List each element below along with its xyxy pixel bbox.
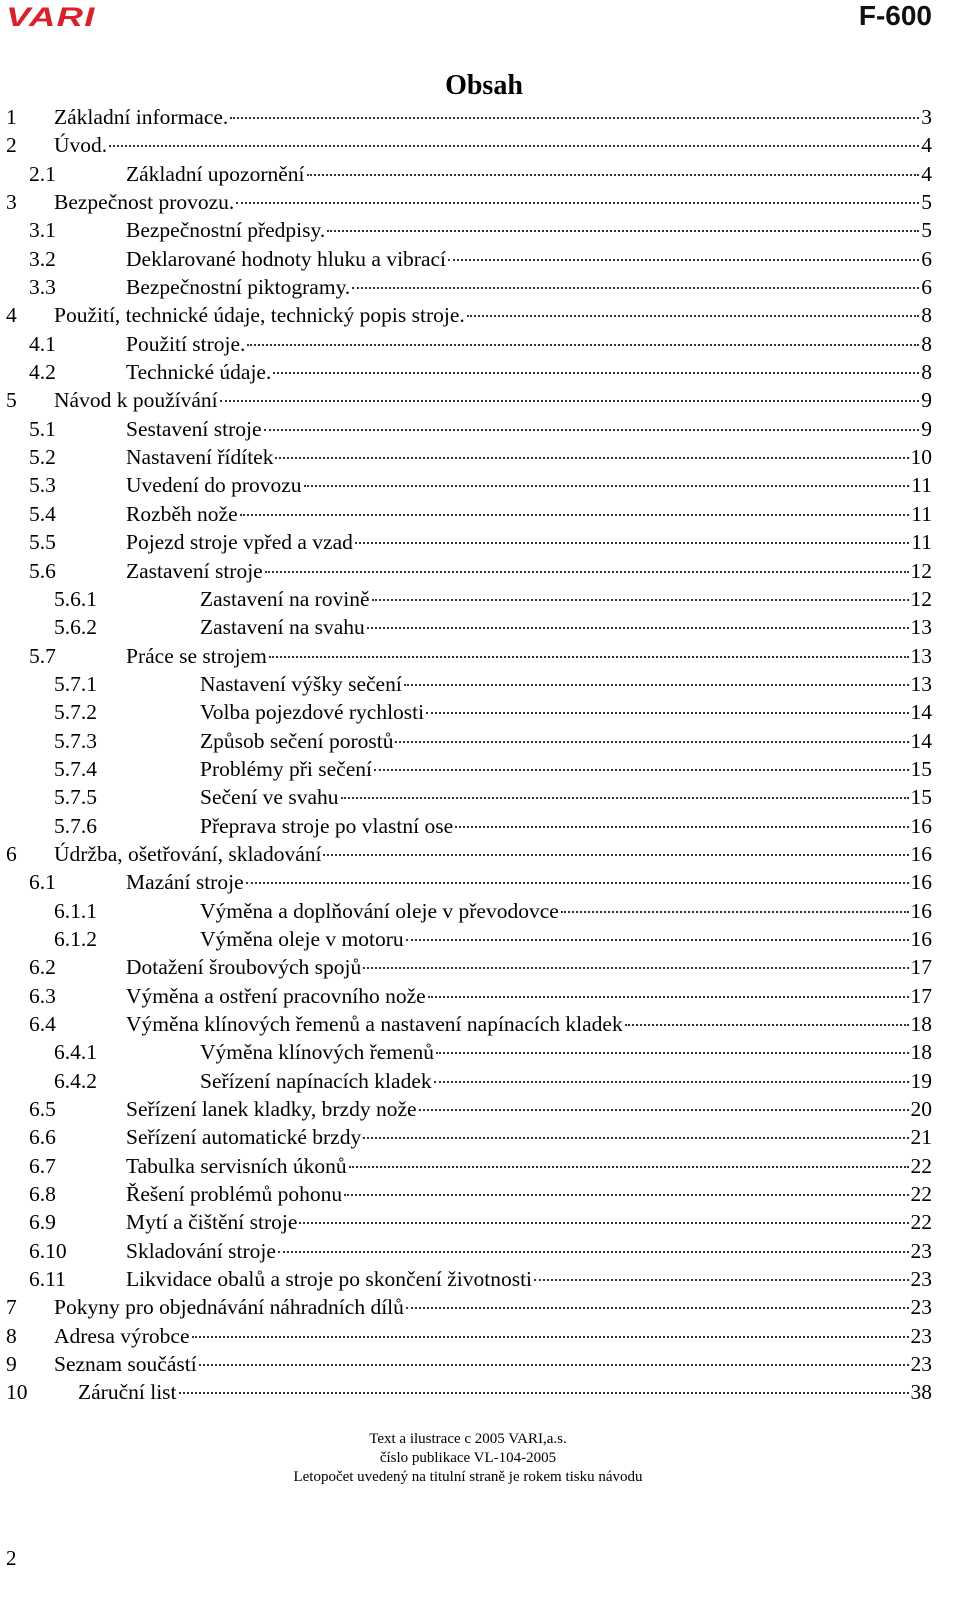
toc-entry-title: Rozběh nože	[126, 501, 238, 526]
toc-dot-leader	[404, 684, 909, 686]
toc-entry-title: Použití, technické údaje, technický popis stroje.	[54, 303, 465, 328]
toc-entry-title: Výměna klínových řemenů a nastavení napínacích kladek	[126, 1012, 623, 1036]
toc-entry-title: Deklarované hodnoty hluku a vibrací	[126, 246, 447, 271]
toc-entry[interactable]	[6, 358, 932, 386]
toc-title: Obsah	[445, 70, 523, 101]
toc-entry[interactable]	[6, 727, 932, 755]
toc-entry-page: 9	[921, 416, 932, 441]
toc-entry-title: Nastavení řídítek	[126, 445, 274, 470]
toc-entry-title: Záruční list	[78, 1380, 177, 1405]
toc-entry[interactable]	[6, 953, 932, 981]
toc-dot-leader	[179, 1392, 909, 1394]
toc-entry-page: 15	[910, 785, 932, 810]
toc-entry[interactable]	[6, 1123, 932, 1151]
toc-entry-title: Bezpečnost provozu.	[54, 190, 235, 215]
toc-entry[interactable]	[6, 1067, 932, 1095]
toc-entry-page: 20	[910, 1097, 932, 1122]
page-number: 2	[6, 1546, 17, 1570]
toc-entry-number: 9	[6, 1352, 17, 1377]
toc-entry-page: 13	[910, 671, 932, 696]
toc-dot-leader	[220, 400, 920, 402]
toc-entry-page: 18	[910, 1040, 932, 1065]
toc-entry-title: Mytí a čištění stroje	[126, 1210, 298, 1235]
toc-entry-number: 5.2	[29, 445, 56, 470]
toc-entry-title: Sestavení stroje	[126, 416, 262, 441]
toc-entry-number: 5.5	[29, 530, 56, 555]
toc-entry-title: Návod k používání	[54, 388, 218, 413]
toc-entry-title: Základní upozornění	[126, 161, 305, 186]
toc-entry-number: 5.7.4	[54, 756, 97, 781]
toc-entry-page: 23	[910, 1352, 932, 1377]
toc-entry-page: 12	[910, 586, 932, 611]
toc-dot-leader	[299, 1222, 908, 1224]
toc-entry-title: Mazání stroje	[126, 870, 244, 895]
toc-entry-number: 5.7.1	[54, 671, 97, 696]
toc-entry[interactable]	[6, 273, 932, 301]
toc-dot-leader	[363, 1137, 908, 1139]
toc-entry-page: 23	[910, 1267, 932, 1292]
toc-entry-title: Likvidace obalů a stroje po skončení životnosti	[126, 1267, 533, 1292]
toc-dot-leader	[246, 882, 909, 884]
toc-entry-page: 19	[910, 1068, 932, 1093]
footer-publication-number: číslo publikace VL-104-2005	[379, 1450, 557, 1466]
toc-entry-title: Výměna a doplňování oleje v převodovce	[200, 898, 559, 923]
toc-dot-leader	[344, 1194, 908, 1196]
toc-dot-leader	[273, 372, 919, 374]
toc-entry-title: Pojezd stroje vpřed a vzad	[126, 530, 353, 555]
toc-entry[interactable]	[6, 188, 932, 216]
toc-entry-title: Adresa výrobce	[54, 1323, 190, 1348]
toc-entry-number: 5.7.3	[54, 728, 97, 753]
toc-entry-page: 5	[921, 190, 932, 215]
toc-dot-leader	[304, 485, 910, 487]
toc-dot-leader	[625, 1024, 909, 1026]
toc-entry-title: Seřízení lanek kladky, brzdy nože	[126, 1097, 417, 1122]
toc-entry-number: 6.4.2	[54, 1068, 97, 1093]
table-of-contents	[6, 103, 932, 1407]
toc-dot-leader	[192, 1336, 909, 1338]
toc-entry[interactable]	[6, 897, 932, 925]
toc-entry-page: 11	[911, 473, 932, 498]
toc-dot-leader	[269, 656, 909, 658]
toc-entry-page: 16	[910, 926, 932, 951]
toc-entry-title: Základní informace.	[54, 105, 229, 129]
toc-dot-leader	[426, 712, 908, 714]
toc-entry-number: 3.1	[29, 218, 56, 243]
footer	[0, 1430, 936, 1487]
toc-entry-title: Údržba, ošetřování, skladování	[54, 841, 322, 866]
toc-entry[interactable]	[6, 840, 932, 868]
toc-entry-page: 11	[911, 530, 932, 555]
toc-entry-title: Přeprava stroje po vlastní ose	[200, 813, 454, 838]
toc-dot-leader	[395, 741, 908, 743]
toc-entry[interactable]	[6, 1237, 932, 1265]
toc-entry-title: Uvedení do provozu	[126, 473, 302, 498]
toc-entry-page: 8	[921, 360, 932, 385]
toc-entry-title: Dotažení šroubových spojů	[126, 955, 362, 980]
toc-entry[interactable]	[6, 415, 932, 443]
toc-entry-number: 6.2	[29, 955, 56, 980]
toc-dot-leader	[428, 996, 909, 998]
toc-entry[interactable]	[6, 642, 932, 670]
vari-logo: VARI	[6, 2, 96, 32]
toc-entry[interactable]	[6, 301, 932, 329]
toc-dot-leader	[419, 1109, 909, 1111]
toc-entry-page: 12	[910, 558, 932, 583]
toc-entry-number: 6.1.1	[54, 898, 97, 923]
toc-dot-leader	[406, 1307, 909, 1309]
toc-entry-page: 9	[921, 388, 932, 413]
toc-entry-page: 13	[910, 643, 932, 668]
toc-dot-leader	[265, 571, 909, 573]
toc-entry[interactable]	[6, 812, 932, 840]
toc-entry-page: 4	[921, 161, 932, 186]
toc-dot-leader	[307, 174, 920, 176]
toc-entry[interactable]	[6, 528, 932, 556]
toc-dot-leader	[352, 287, 919, 289]
toc-entry[interactable]	[6, 330, 932, 358]
toc-entry-number: 6.8	[29, 1182, 56, 1207]
toc-entry[interactable]	[6, 670, 932, 698]
toc-entry-title: Bezpečnostní piktogramy.	[126, 275, 351, 300]
toc-entry-page: 8	[921, 303, 932, 328]
toc-entry[interactable]	[6, 783, 932, 811]
toc-entry-page: 38	[910, 1380, 932, 1405]
toc-entry-page: 16	[910, 841, 932, 866]
toc-entry-title: Bezpečnostní předpisy.	[126, 218, 326, 243]
toc-entry-title: Volba pojezdové rychlosti	[200, 700, 425, 725]
toc-entry-page: 11	[911, 501, 932, 526]
toc-entry-number: 6	[6, 841, 17, 866]
toc-entry-number: 6.1	[29, 870, 56, 895]
toc-entry-title: Problémy při sečení	[200, 756, 372, 781]
toc-entry[interactable]	[6, 585, 932, 613]
toc-entry[interactable]	[6, 1208, 932, 1236]
toc-dot-leader	[230, 117, 919, 119]
toc-entry-number: 10	[6, 1380, 28, 1405]
toc-entry-page: 10	[910, 445, 932, 470]
toc-dot-leader	[448, 259, 919, 261]
toc-entry-number: 5.4	[29, 501, 56, 526]
model-name: F-600	[858, 0, 932, 31]
toc-entry-page: 8	[921, 331, 932, 356]
toc-entry[interactable]	[6, 245, 932, 273]
toc-entry-title: Tabulka servisních úkonů	[126, 1153, 347, 1178]
toc-entry[interactable]	[6, 160, 932, 188]
toc-entry-page: 23	[910, 1323, 932, 1348]
toc-dot-leader	[561, 911, 909, 913]
toc-entry-number: 1	[6, 105, 17, 129]
toc-entry-number: 6.6	[29, 1125, 56, 1150]
toc-entry-page: 21	[910, 1125, 932, 1150]
toc-dot-leader	[236, 202, 919, 204]
toc-entry-page: 5	[921, 218, 932, 243]
toc-entry-number: 6.10	[29, 1238, 67, 1263]
toc-dot-leader	[436, 1052, 908, 1054]
toc-entry-title: Nastavení výšky sečení	[200, 671, 402, 696]
toc-dot-leader	[467, 315, 919, 317]
toc-entry-page: 22	[910, 1182, 932, 1207]
toc-dot-leader	[327, 230, 919, 232]
toc-entry-number: 6.4	[29, 1012, 56, 1036]
toc-entry-page: 6	[921, 275, 932, 300]
toc-entry-number: 7	[6, 1295, 17, 1320]
toc-entry-title: Technické údaje.	[126, 360, 272, 385]
toc-entry-title: Práce se strojem	[126, 643, 267, 668]
toc-entry-number: 6.4.1	[54, 1040, 97, 1065]
toc-entry[interactable]	[6, 103, 932, 131]
toc-entry-page: 16	[910, 870, 932, 895]
toc-entry-number: 2	[6, 133, 17, 158]
toc-entry-number: 5.6.2	[54, 615, 97, 640]
toc-entry-page: 16	[910, 898, 932, 923]
toc-dot-leader	[323, 854, 908, 856]
toc-dot-leader	[275, 457, 908, 459]
toc-entry[interactable]	[6, 1010, 932, 1038]
toc-entry-number: 5	[6, 388, 17, 413]
toc-entry[interactable]	[6, 1378, 932, 1406]
toc-dot-leader	[367, 627, 909, 629]
toc-entry-number: 2.1	[29, 161, 56, 186]
toc-entry-number: 5.7.5	[54, 785, 97, 810]
toc-entry-title: Seznam součástí	[54, 1352, 197, 1377]
toc-entry-number: 5.7	[29, 643, 56, 668]
toc-entry-title: Zastavení na rovině	[200, 586, 370, 611]
toc-dot-leader	[434, 1081, 909, 1083]
toc-entry-number: 5.3	[29, 473, 56, 498]
toc-entry-page: 3	[921, 105, 932, 129]
toc-dot-leader	[406, 939, 909, 941]
toc-entry[interactable]	[6, 1293, 932, 1321]
toc-entry-number: 6.7	[29, 1153, 56, 1178]
toc-dot-leader	[278, 1251, 909, 1253]
toc-dot-leader	[240, 514, 910, 516]
toc-entry-title: Seřízení automatické brzdy	[126, 1125, 362, 1150]
toc-dot-leader	[247, 344, 919, 346]
footer-copyright: Text a ilustrace c 2005 VARI,a.s.	[369, 1431, 567, 1447]
toc-entry[interactable]	[6, 1180, 932, 1208]
toc-entry[interactable]	[6, 982, 932, 1010]
toc-entry[interactable]	[6, 500, 932, 528]
toc-entry-number: 6.1.2	[54, 926, 97, 951]
toc-entry-page: 13	[910, 615, 932, 640]
toc-entry-page: 22	[910, 1153, 932, 1178]
toc-entry-number: 5.1	[29, 416, 56, 441]
toc-entry-number: 4.2	[29, 360, 56, 385]
toc-entry-title: Zastavení na svahu	[200, 615, 365, 640]
toc-entry[interactable]	[6, 1038, 932, 1066]
toc-entry-number: 4.1	[29, 331, 56, 356]
toc-entry-number: 3	[6, 190, 17, 215]
toc-entry-page: 4	[921, 133, 932, 158]
toc-entry[interactable]	[6, 1350, 932, 1378]
toc-dot-leader	[355, 542, 909, 544]
toc-entry[interactable]	[6, 131, 932, 159]
toc-entry-number: 3.3	[29, 275, 56, 300]
toc-entry-page: 18	[910, 1012, 932, 1036]
toc-entry-page: 17	[910, 955, 932, 980]
toc-entry[interactable]	[6, 1265, 932, 1293]
toc-entry-number: 5.7.2	[54, 700, 97, 725]
toc-entry[interactable]	[6, 613, 932, 641]
toc-entry[interactable]	[6, 216, 932, 244]
toc-entry[interactable]	[6, 1095, 932, 1123]
toc-entry-page: 23	[910, 1238, 932, 1263]
toc-entry-title: Seřízení napínacích kladek	[200, 1068, 432, 1093]
toc-dot-leader	[455, 826, 908, 828]
toc-dot-leader	[374, 769, 909, 771]
toc-entry-page: 22	[910, 1210, 932, 1235]
toc-entry-title: Sečení ve svahu	[200, 785, 339, 810]
toc-entry-title: Výměna oleje v motoru	[200, 926, 404, 951]
toc-dot-leader	[109, 145, 919, 147]
toc-entry-number: 4	[6, 303, 17, 328]
toc-entry-number: 5.6	[29, 558, 56, 583]
toc-dot-leader	[349, 1166, 909, 1168]
toc-entry-page: 15	[910, 756, 932, 781]
toc-entry-number: 3.2	[29, 246, 56, 271]
toc-entry-title: Zastavení stroje	[126, 558, 263, 583]
toc-entry-number: 8	[6, 1323, 17, 1348]
toc-entry-title: Použití stroje.	[126, 331, 246, 356]
toc-entry[interactable]	[6, 868, 932, 896]
toc-entry-number: 6.11	[29, 1267, 66, 1292]
toc-entry-title: Výměna klínových řemenů	[200, 1040, 435, 1065]
toc-entry-title: Pokyny pro objednávání náhradních dílů	[54, 1295, 404, 1320]
toc-dot-leader	[363, 967, 908, 969]
toc-entry[interactable]	[6, 1322, 932, 1350]
toc-entry[interactable]	[6, 755, 932, 783]
toc-entry[interactable]	[6, 698, 932, 726]
toc-entry-title: Způsob sečení porostů	[200, 728, 394, 753]
toc-dot-leader	[372, 599, 909, 601]
toc-dot-leader	[534, 1279, 908, 1281]
toc-dot-leader	[341, 797, 909, 799]
toc-entry-page: 6	[921, 246, 932, 271]
toc-entry[interactable]	[6, 471, 932, 499]
toc-entry-page: 16	[910, 813, 932, 838]
toc-entry-number: 6.3	[29, 983, 56, 1008]
page-header	[0, 0, 960, 40]
footer-print-note: Letopočet uvedený na titulní straně je rokem tisku návodu	[293, 1469, 643, 1485]
toc-entry[interactable]	[6, 557, 932, 585]
toc-entry-number: 5.7.6	[54, 813, 97, 838]
toc-entry[interactable]	[6, 443, 932, 471]
toc-entry-page: 17	[910, 983, 932, 1008]
toc-entry-number: 6.9	[29, 1210, 56, 1235]
toc-entry-number: 6.5	[29, 1097, 56, 1122]
toc-entry-title: Řešení problémů pohonu	[126, 1182, 343, 1207]
toc-entry-page: 14	[910, 700, 932, 725]
toc-dot-leader	[199, 1364, 909, 1366]
toc-entry-page: 14	[910, 728, 932, 753]
toc-entry-title: Úvod.	[54, 133, 108, 158]
toc-entry-number: 5.6.1	[54, 586, 97, 611]
toc-entry-title: Výměna a ostření pracovního nože	[126, 983, 426, 1008]
toc-entry-title: Skladování stroje	[126, 1238, 276, 1263]
toc-entry[interactable]	[6, 386, 932, 414]
toc-entry[interactable]	[6, 1152, 932, 1180]
toc-dot-leader	[264, 429, 920, 431]
toc-entry-page: 23	[910, 1295, 932, 1320]
toc-entry[interactable]	[6, 925, 932, 953]
